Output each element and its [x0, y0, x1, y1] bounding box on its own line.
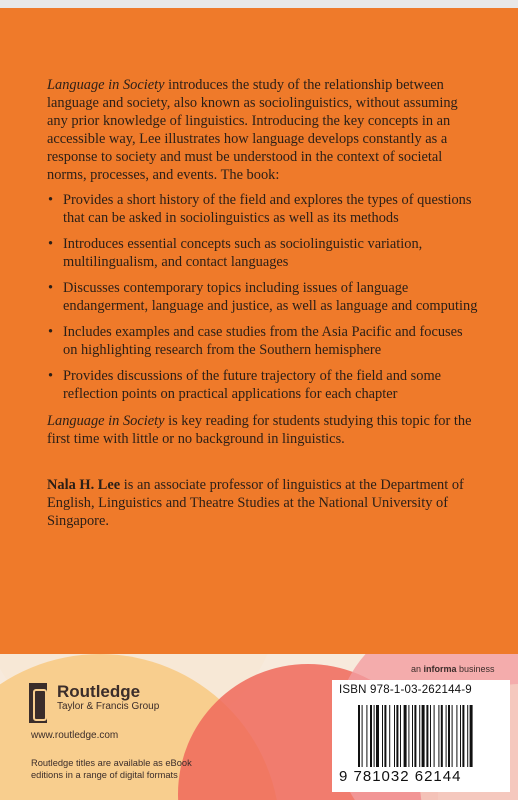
barcode-bar — [414, 705, 416, 767]
blurb — [47, 76, 479, 530]
barcode-bar — [384, 705, 386, 767]
publisher-name-block — [57, 683, 159, 713]
barcode-bar — [438, 705, 439, 767]
barcode-bar — [366, 705, 367, 767]
barcode-bar — [467, 705, 468, 767]
feature-list — [47, 191, 479, 404]
barcode-bar — [412, 705, 413, 767]
barcode-bar — [404, 705, 407, 767]
closing-text: is key reading for students studying this topic for the first time with little or no background in linguistics. — [47, 412, 472, 447]
barcode-bar — [376, 705, 379, 767]
barcode-number: 9 781032 62144 — [339, 768, 462, 785]
barcode-bar — [394, 705, 395, 767]
publisher-url: www.routledge.com — [31, 730, 119, 741]
barcode-bar — [456, 705, 457, 767]
publisher-group: Taylor & Francis Group — [57, 701, 160, 712]
intro-text: introduces the study of the relationship between language and society, also known as sociolinguistics, without assuming any prior knowledge of linguistics. Introducing the key concepts in an accessible way, Lee illustrates how language develops constantly as a response to society and must be understood in the context of societal norms, processes, and events. The book: — [47, 77, 458, 184]
barcode-bar — [452, 705, 453, 767]
feature-item: • Provides discussions of the future trajectory of the field and some reflection points on practical applications for each chapter — [47, 367, 479, 403]
barcode-bar — [396, 705, 398, 767]
publisher-logo — [29, 683, 159, 723]
informa-business-tag — [411, 664, 495, 674]
book-title-italic: Language in Society — [47, 77, 165, 93]
barcode-bar — [460, 705, 461, 767]
barcode-bar — [446, 705, 447, 767]
intro-paragraph — [47, 76, 479, 185]
informa-prefix: an — [411, 664, 424, 674]
ebook-note: Routledge titles are available as eBook editions in a range of digital formats — [31, 758, 192, 780]
barcode-bar — [434, 705, 435, 767]
barcode-bar — [422, 705, 425, 767]
author-bio-text: is an associate professor of linguistics at the Department of English, Linguistics and Theatre Studies at the National University of Singapore. — [47, 476, 464, 529]
barcode-bar — [374, 705, 375, 767]
barcode-bar — [362, 705, 363, 767]
feature-item: • Introduces essential concepts such as sociolinguistic variation, multilingualism, and contact languages — [47, 235, 479, 271]
barcode-bar — [408, 705, 409, 767]
barcode-bar — [470, 705, 473, 767]
barcode-bar — [441, 705, 443, 767]
barcode-bar — [382, 705, 383, 767]
publisher-name: Routledge — [57, 682, 141, 701]
author-bio — [47, 476, 479, 530]
barcode-bar — [419, 705, 420, 767]
feature-item: • Includes examples and case studies from the Asia Pacific and focuses on highlighting research from the Southern hemisphere — [47, 323, 479, 359]
routledge-logo-icon — [29, 683, 47, 723]
closing-paragraph — [47, 412, 479, 448]
informa-suffix: business — [456, 664, 495, 674]
informa-brand: informa — [423, 664, 457, 674]
barcode-bar — [462, 705, 464, 767]
barcode-bar — [389, 705, 390, 767]
feature-item: • Provides a short history of the field and explores the types of questions that can be asked in sociolinguistics as well as its methods — [47, 191, 479, 227]
top-edge-strip — [0, 0, 518, 8]
barcode-bar — [400, 705, 401, 767]
barcode-bar — [430, 705, 431, 767]
author-name: Nala H. Lee — [47, 476, 121, 493]
barcode-image — [358, 705, 506, 767]
barcode-bar — [448, 705, 450, 767]
book-title-italic: Language in Society — [47, 412, 165, 429]
feature-item: • Discusses contemporary topics including issues of language endangerment, language and justice, as well as language and computing — [47, 279, 479, 315]
isbn-label: ISBN 978-1-03-262144-9 — [339, 684, 472, 696]
barcode-bar — [370, 705, 372, 767]
barcode-bar — [358, 705, 360, 767]
barcode-bar — [426, 705, 428, 767]
